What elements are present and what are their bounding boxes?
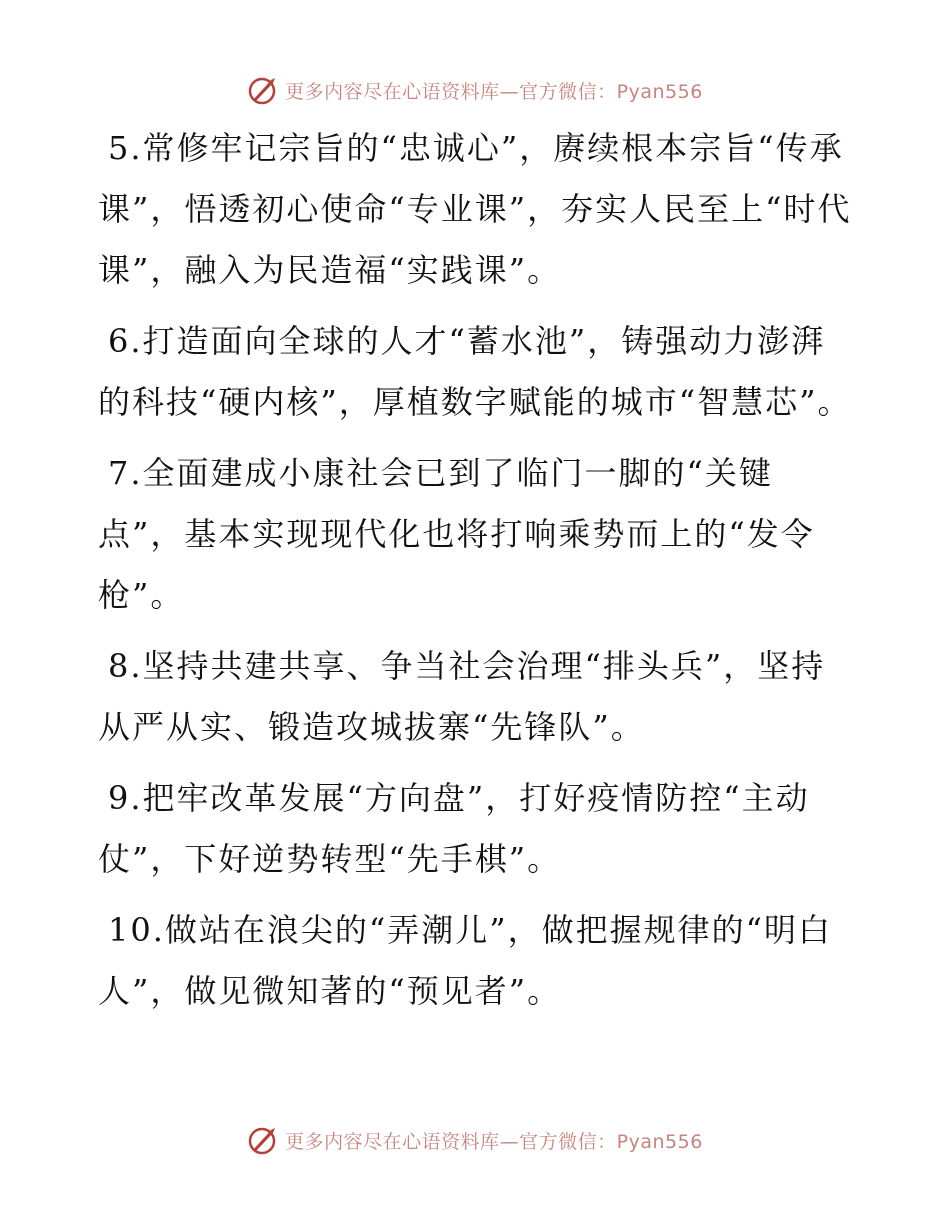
quill-logo-icon [247, 74, 279, 106]
list-item: 7.全面建成小康社会已到了临门一脚的“关键点”，基本实现现代化也将打响乘势而上的“发令枪”。 [98, 454, 815, 614]
header-banner [0, 70, 950, 110]
list-item: 9.把牢改革发展“方向盘”，打好疫情防控“主动仗”，下好逆势转型“先手棋”。 [98, 779, 810, 878]
footer-banner [0, 1120, 950, 1160]
list-item: 6.打造面向全球的人才“蓄水池”，铸强动力澎湃的科技“硬内核”，厚植数字赋能的城市“智慧芯”。 [98, 322, 852, 421]
header-banner-text: 更多内容尽在心语资料库—官方微信：Pyan556 [285, 80, 703, 103]
footer-banner-inner [247, 1124, 703, 1156]
header-banner-inner [247, 74, 703, 106]
list-item: 5.常修牢记宗旨的“忠诚心”，赓续根本宗旨“传承课”，悟透初心使命“专业课”，夯实人民至上“时代课”，融入为民造福“实践课”。 [98, 129, 852, 289]
list-item: 10.做站在浪尖的“弄潮儿”，做把握规律的“明白人”，做见微知著的“预见者”。 [98, 911, 832, 1010]
quill-logo-icon [247, 1124, 279, 1156]
list-item: 8.坚持共建共享、争当社会治理“排头兵”，坚持从严从实、锻造攻城拔寨“先锋队”。 [98, 647, 826, 746]
footer-banner-text: 更多内容尽在心语资料库—官方微信：Pyan556 [285, 1130, 703, 1153]
document-body [98, 118, 858, 1032]
